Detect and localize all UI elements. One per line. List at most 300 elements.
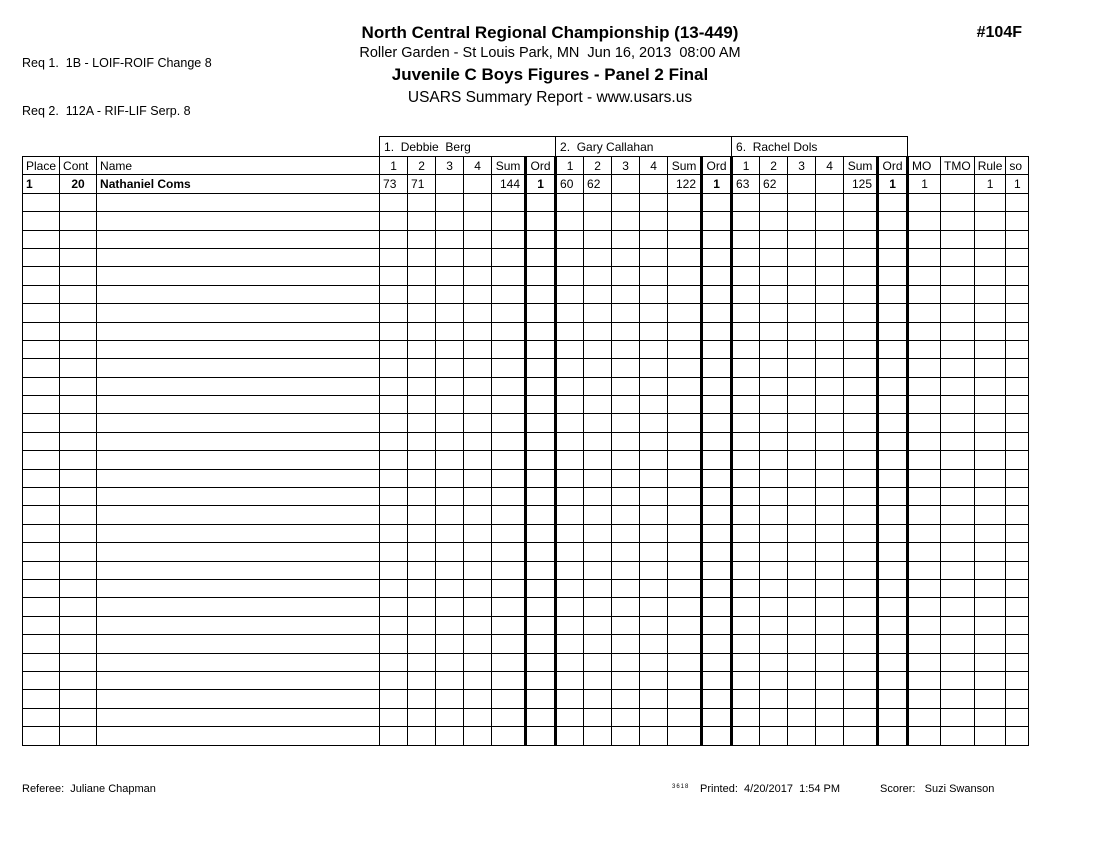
table-cell	[878, 524, 908, 542]
table-cell	[556, 285, 584, 303]
table-cell	[908, 212, 941, 230]
table-cell	[492, 543, 526, 561]
table-cell	[492, 340, 526, 358]
table-cell	[908, 469, 941, 487]
table-cell	[640, 543, 668, 561]
table-cell	[23, 340, 60, 358]
table-cell	[878, 285, 908, 303]
empty-row	[23, 543, 1029, 561]
table-cell	[702, 506, 732, 524]
empty-row	[23, 488, 1029, 506]
table-cell	[526, 635, 556, 653]
table-cell	[464, 561, 492, 579]
table-cell	[60, 524, 97, 542]
table-cell	[60, 248, 97, 266]
table-cell	[380, 671, 408, 689]
table-cell	[60, 690, 97, 708]
table-cell	[380, 340, 408, 358]
table-cell	[23, 524, 60, 542]
table-cell	[878, 561, 908, 579]
column-header-2: 2	[408, 157, 436, 175]
table-cell	[760, 193, 788, 211]
table-cell	[732, 561, 760, 579]
table-cell	[844, 579, 878, 597]
table-cell	[668, 193, 702, 211]
table-cell	[23, 690, 60, 708]
table-cell	[844, 671, 878, 689]
column-header-rule: Rule	[974, 157, 1006, 175]
table-cell	[760, 212, 788, 230]
empty-row	[23, 285, 1029, 303]
table-cell	[1006, 377, 1029, 395]
table-cell	[732, 414, 760, 432]
table-cell	[640, 653, 668, 671]
table-cell	[816, 414, 844, 432]
table-cell	[408, 304, 436, 322]
table-cell	[640, 432, 668, 450]
table-cell	[816, 561, 844, 579]
table-cell	[464, 579, 492, 597]
table-cell	[23, 451, 60, 469]
table-cell	[668, 598, 702, 616]
table-cell	[844, 488, 878, 506]
table-cell	[844, 377, 878, 395]
table-cell	[464, 469, 492, 487]
table-cell	[436, 230, 464, 248]
table-cell	[584, 451, 612, 469]
table-cell	[668, 304, 702, 322]
column-header-3: 3	[436, 157, 464, 175]
table-cell	[732, 598, 760, 616]
table-cell	[816, 212, 844, 230]
table-cell	[788, 340, 816, 358]
column-header-sum: Sum	[492, 157, 526, 175]
table-cell	[640, 340, 668, 358]
table-cell	[60, 708, 97, 726]
table-cell	[974, 579, 1006, 597]
table-cell	[878, 690, 908, 708]
table-cell	[584, 212, 612, 230]
table-cell	[788, 359, 816, 377]
table-cell	[760, 396, 788, 414]
table-cell	[60, 396, 97, 414]
footer	[0, 783, 1100, 803]
table-cell	[60, 193, 97, 211]
table-cell	[788, 322, 816, 340]
table-cell	[640, 248, 668, 266]
table-cell	[408, 708, 436, 726]
table-cell: 1	[23, 175, 60, 193]
table-cell	[844, 248, 878, 266]
table-cell	[844, 285, 878, 303]
table-cell	[436, 561, 464, 579]
table-cell	[878, 322, 908, 340]
table-cell	[844, 340, 878, 358]
table-cell	[60, 377, 97, 395]
table-cell	[380, 727, 408, 745]
table-cell	[23, 727, 60, 745]
table-cell	[408, 267, 436, 285]
column-header-4: 4	[816, 157, 844, 175]
table-cell	[612, 212, 640, 230]
table-cell	[908, 506, 941, 524]
table-cell	[464, 212, 492, 230]
table-cell	[702, 322, 732, 340]
table-cell	[492, 671, 526, 689]
table-cell	[844, 616, 878, 634]
table-cell	[816, 304, 844, 322]
table-cell	[97, 359, 380, 377]
table-cell	[436, 248, 464, 266]
table-cell	[584, 506, 612, 524]
table-cell	[640, 451, 668, 469]
table-cell	[584, 708, 612, 726]
table-cell	[788, 304, 816, 322]
table-cell	[584, 469, 612, 487]
table-cell	[464, 304, 492, 322]
table-cell	[23, 377, 60, 395]
table-cell	[584, 561, 612, 579]
table-cell	[612, 635, 640, 653]
table-cell	[760, 469, 788, 487]
table-cell	[640, 488, 668, 506]
table-cell	[908, 690, 941, 708]
table-cell	[526, 248, 556, 266]
column-header-3: 3	[612, 157, 640, 175]
table-cell	[526, 469, 556, 487]
table-cell	[380, 598, 408, 616]
empty-row	[23, 248, 1029, 266]
table-cell	[844, 212, 878, 230]
table-cell	[702, 561, 732, 579]
table-cell	[492, 432, 526, 450]
table-cell	[878, 488, 908, 506]
table-cell	[788, 230, 816, 248]
table-cell	[788, 267, 816, 285]
table-cell	[464, 671, 492, 689]
scorer-line: Scorer: Suzi Swanson	[880, 783, 995, 795]
column-header-4: 4	[464, 157, 492, 175]
table-cell	[788, 561, 816, 579]
table-cell	[760, 653, 788, 671]
table-cell	[526, 377, 556, 395]
table-cell	[941, 193, 975, 211]
table-cell	[760, 377, 788, 395]
table-cell	[526, 561, 556, 579]
table-cell	[908, 432, 941, 450]
table-cell	[464, 396, 492, 414]
table-cell	[668, 690, 702, 708]
table-cell	[464, 524, 492, 542]
table-cell	[760, 488, 788, 506]
table-cell	[492, 267, 526, 285]
table-cell	[380, 488, 408, 506]
table-cell	[492, 690, 526, 708]
table-cell	[941, 377, 975, 395]
table-cell	[1006, 414, 1029, 432]
table-cell	[97, 414, 380, 432]
table-cell	[556, 359, 584, 377]
table-cell	[380, 653, 408, 671]
table-cell	[492, 616, 526, 634]
empty-row	[23, 469, 1029, 487]
table-cell	[878, 616, 908, 634]
table-cell	[23, 616, 60, 634]
table-cell	[640, 193, 668, 211]
table-cell	[436, 414, 464, 432]
table-cell	[492, 396, 526, 414]
table-cell	[464, 193, 492, 211]
table-cell	[612, 451, 640, 469]
table-cell	[436, 708, 464, 726]
table-cell	[702, 396, 732, 414]
table-cell	[436, 524, 464, 542]
table-cell	[526, 616, 556, 634]
table-cell	[584, 488, 612, 506]
table-cell	[732, 248, 760, 266]
table-cell	[732, 267, 760, 285]
table-cell	[732, 616, 760, 634]
table-cell	[908, 635, 941, 653]
table-cell	[816, 359, 844, 377]
table-cell	[492, 377, 526, 395]
table-cell	[732, 432, 760, 450]
table-cell	[760, 230, 788, 248]
table-cell	[612, 579, 640, 597]
table-cell	[760, 359, 788, 377]
table-cell	[436, 193, 464, 211]
table-cell	[668, 230, 702, 248]
table-cell	[668, 671, 702, 689]
table-cell	[436, 212, 464, 230]
table-cell	[974, 671, 1006, 689]
table-cell: 1	[908, 175, 941, 193]
table-cell	[760, 432, 788, 450]
table-cell	[23, 598, 60, 616]
table-cell	[1006, 653, 1029, 671]
table-cell	[816, 598, 844, 616]
table-cell	[464, 598, 492, 616]
table-cell	[788, 708, 816, 726]
table-cell	[556, 469, 584, 487]
table-cell	[556, 635, 584, 653]
table-cell	[941, 359, 975, 377]
table-cell	[1006, 543, 1029, 561]
table-cell	[844, 230, 878, 248]
table-cell	[464, 543, 492, 561]
table-cell	[60, 340, 97, 358]
table-cell: 122	[668, 175, 702, 193]
table-cell	[702, 727, 732, 745]
column-header-sum: Sum	[844, 157, 878, 175]
table-cell	[668, 524, 702, 542]
table-cell	[464, 506, 492, 524]
judge-name-2: 2. Gary Callahan	[556, 137, 732, 157]
table-cell	[612, 469, 640, 487]
table-cell	[464, 322, 492, 340]
table-cell	[1006, 212, 1029, 230]
table-cell	[408, 285, 436, 303]
table-cell	[584, 543, 612, 561]
table-cell	[878, 396, 908, 414]
table-cell	[556, 524, 584, 542]
table-cell	[526, 598, 556, 616]
column-header-ord: Ord	[526, 157, 556, 175]
table-cell	[1006, 727, 1029, 745]
table-cell	[974, 635, 1006, 653]
empty-row	[23, 561, 1029, 579]
table-cell	[584, 248, 612, 266]
table-cell	[60, 322, 97, 340]
table-cell	[380, 432, 408, 450]
table-cell	[556, 414, 584, 432]
table-cell	[408, 488, 436, 506]
table-cell	[941, 340, 975, 358]
table-cell	[640, 561, 668, 579]
empty-row	[23, 322, 1029, 340]
table-cell	[612, 396, 640, 414]
table-cell	[97, 193, 380, 211]
table-cell: 71	[408, 175, 436, 193]
column-header-ord: Ord	[878, 157, 908, 175]
table-cell	[702, 708, 732, 726]
table-cell	[878, 340, 908, 358]
table-cell	[974, 248, 1006, 266]
table-cell	[844, 414, 878, 432]
table-cell	[732, 451, 760, 469]
table-cell	[526, 708, 556, 726]
table-cell	[60, 616, 97, 634]
table-cell	[23, 304, 60, 322]
table-cell	[974, 543, 1006, 561]
table-cell	[844, 653, 878, 671]
spacer-cell	[23, 137, 380, 157]
printed-line: Printed: 4/20/2017 1:54 PM	[700, 783, 841, 795]
table-cell	[640, 230, 668, 248]
table-cell	[612, 727, 640, 745]
table-cell	[436, 488, 464, 506]
table-cell: 1	[1006, 175, 1029, 193]
table-cell	[941, 690, 975, 708]
column-header-tmo: TMO	[941, 157, 975, 175]
table-cell	[974, 322, 1006, 340]
table-cell	[556, 653, 584, 671]
table-cell	[584, 377, 612, 395]
table-cell	[640, 359, 668, 377]
empty-row	[23, 579, 1029, 597]
table-cell	[788, 727, 816, 745]
table-cell	[878, 267, 908, 285]
table-cell	[878, 635, 908, 653]
table-cell	[941, 524, 975, 542]
table-cell	[60, 451, 97, 469]
table-cell	[60, 212, 97, 230]
table-cell	[584, 690, 612, 708]
table-cell	[878, 671, 908, 689]
table-cell	[380, 543, 408, 561]
table-cell	[816, 506, 844, 524]
table-cell	[492, 506, 526, 524]
table-cell	[702, 598, 732, 616]
table-cell	[668, 396, 702, 414]
table-cell	[788, 524, 816, 542]
table-cell	[732, 671, 760, 689]
table-cell	[436, 690, 464, 708]
spacer-cell	[908, 137, 1029, 157]
table-cell	[408, 451, 436, 469]
empty-row	[23, 708, 1029, 726]
table-cell	[612, 230, 640, 248]
table-cell	[908, 267, 941, 285]
table-cell	[464, 359, 492, 377]
table-cell	[908, 488, 941, 506]
table-cell	[668, 248, 702, 266]
table-cell	[612, 708, 640, 726]
table-cell	[408, 671, 436, 689]
empty-row	[23, 635, 1029, 653]
table-cell	[844, 543, 878, 561]
table-cell	[702, 671, 732, 689]
table-cell	[974, 193, 1006, 211]
table-cell	[97, 322, 380, 340]
event-title: Juvenile C Boys Figures - Panel 2 Final	[391, 65, 709, 84]
table-cell	[60, 598, 97, 616]
table-cell	[760, 708, 788, 726]
table-cell	[380, 230, 408, 248]
table-cell	[974, 396, 1006, 414]
table-cell	[612, 175, 640, 193]
table-cell	[556, 340, 584, 358]
table-cell	[556, 230, 584, 248]
table-cell	[97, 561, 380, 579]
table-cell	[816, 322, 844, 340]
table-cell	[436, 653, 464, 671]
table-cell	[702, 653, 732, 671]
table-cell	[702, 432, 732, 450]
table-cell	[844, 635, 878, 653]
table-cell	[612, 340, 640, 358]
table-cell: 1	[526, 175, 556, 193]
table-cell	[464, 340, 492, 358]
table-cell	[584, 359, 612, 377]
table-cell	[612, 377, 640, 395]
table-cell: 60	[556, 175, 584, 193]
table-cell	[941, 671, 975, 689]
table-cell	[640, 635, 668, 653]
table-cell	[436, 598, 464, 616]
table-cell	[760, 543, 788, 561]
table-cell	[23, 432, 60, 450]
empty-row	[23, 671, 1029, 689]
table-cell	[526, 653, 556, 671]
table-cell	[844, 396, 878, 414]
table-cell	[526, 414, 556, 432]
column-header-4: 4	[640, 157, 668, 175]
table-cell	[1006, 396, 1029, 414]
venue-date-line: Roller Garden - St Louis Park, MN Jun 16, 2013 08:00 AM	[359, 45, 741, 61]
table-cell	[464, 727, 492, 745]
table-cell	[436, 377, 464, 395]
table-cell	[760, 561, 788, 579]
table-cell	[526, 671, 556, 689]
table-cell	[788, 212, 816, 230]
table-cell	[436, 671, 464, 689]
table-cell	[1006, 451, 1029, 469]
table-cell	[640, 727, 668, 745]
empty-row	[23, 451, 1029, 469]
table-cell	[640, 671, 668, 689]
table-cell	[732, 230, 760, 248]
